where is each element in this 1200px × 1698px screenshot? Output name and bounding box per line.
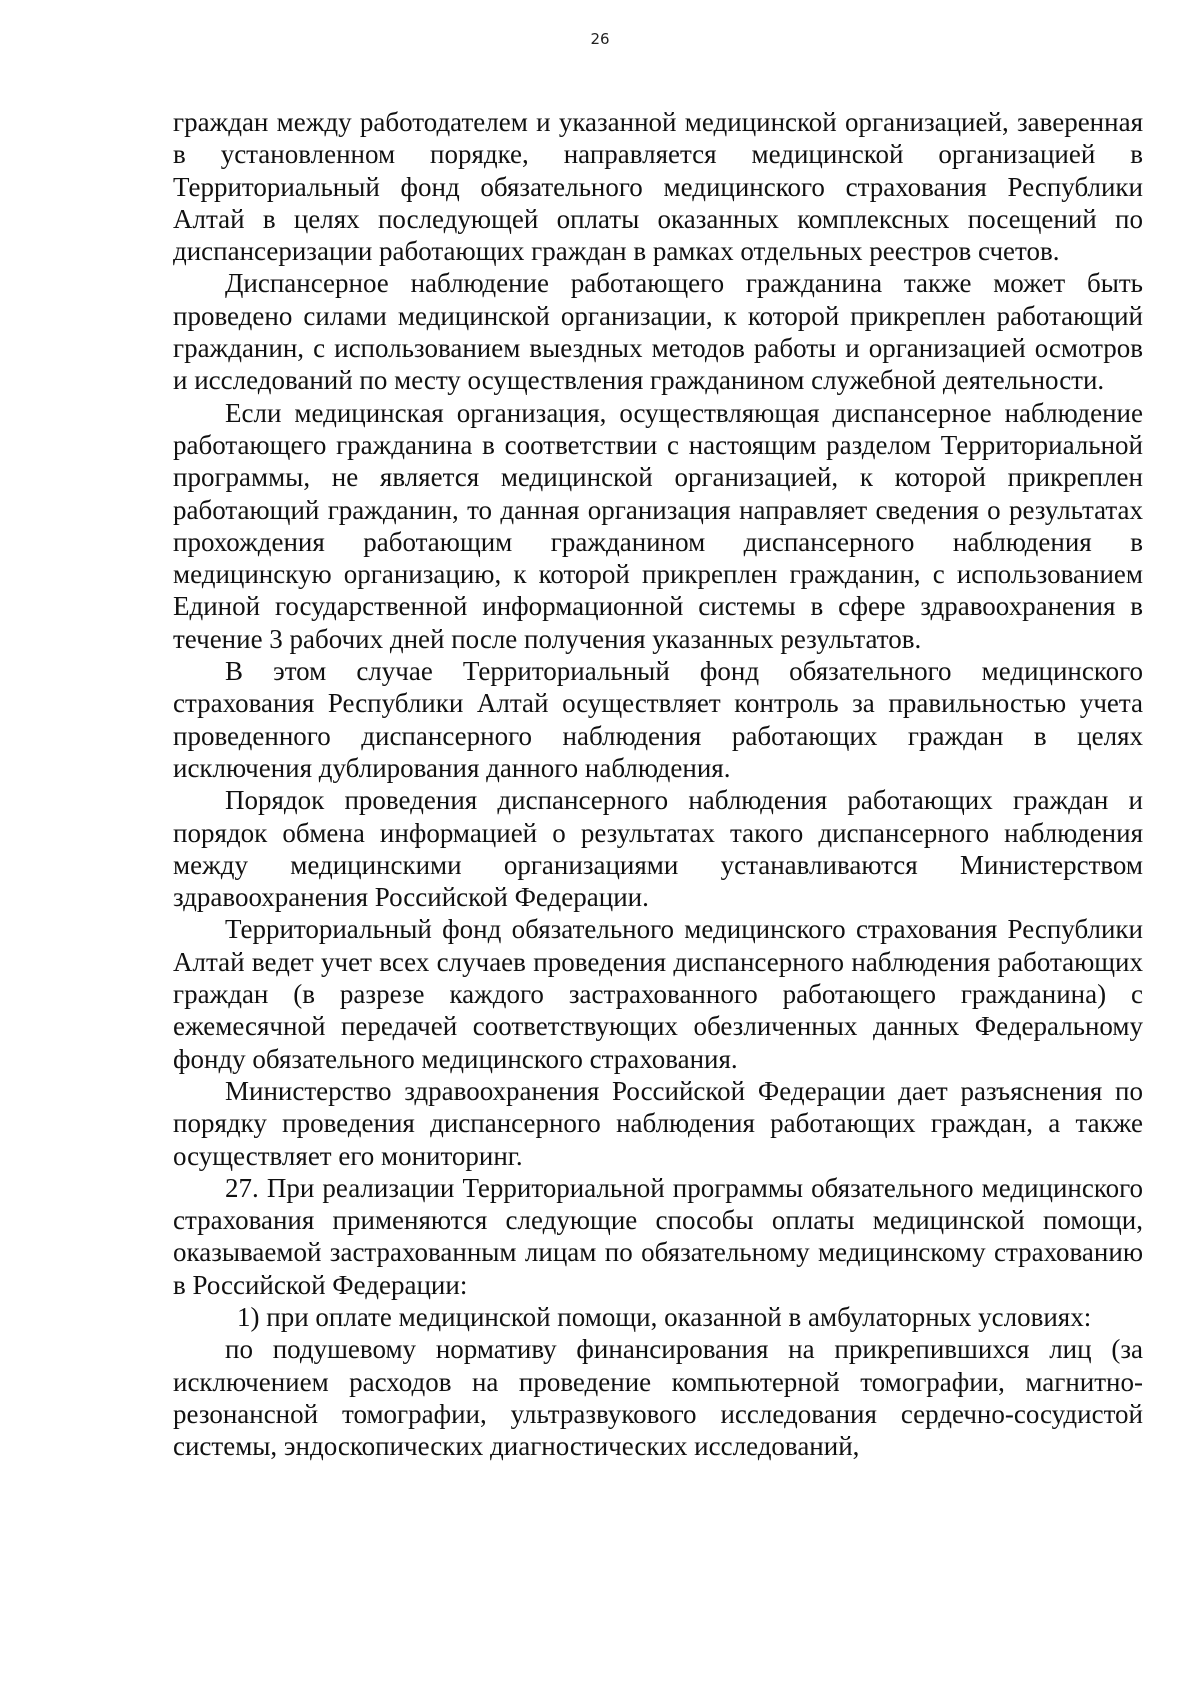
paragraph-continuation: граждан между работодателем и указанной медицинской организацией, заверенная в установленном порядке, направляется медицинской организацией в Территориальный фонд обязательного медицинского страхования Республики Алтай в целях последующей оплаты оказанных комплексных посещений по диспансеризации работающих граждан в рамках отдельных реестров счетов.	[173, 107, 1143, 267]
list-item-1: 1) при оплате медицинской помощи, оказанной в амбулаторных условиях:	[237, 1301, 1092, 1332]
paragraph-item-27: 27. При реализации Территориальной программы обязательного медицинского страхования применяются следующие способы оплаты медицинской помощи, оказываемой застрахованным лицам по обязательному медицинскому страхованию в Российской Федерации:	[173, 1172, 1143, 1300]
paragraph-other-organization: Если медицинская организация, осуществляющая диспансерное наблюдение работающего гражданина в соответствии с настоящим разделом Территориальной программы, не является медицинской организацией, к которой прикреплен работающий гражданин, то данная организация направляет сведения о результатах прохождения работающим гражданином диспансерного наблюдения в медицинскую организацию, к которой прикреплен гражданин, с использованием Единой государственной информационной системы в сфере здравоохранения в течение 3 рабочих дней после получения указанных результатов.	[173, 397, 1143, 654]
document-body	[173, 106, 1143, 1462]
paragraph-fund-accounting: Территориальный фонд обязательного медицинского страхования Республики Алтай ведет учет всех случаев проведения диспансерного наблюдения работающих граждан (в разрезе каждого застрахованного работающего гражданина) с ежемесячной передачей соответствующих обезличенных данных Федеральному фонду обязательного медицинского страхования.	[173, 914, 1143, 1074]
paragraph-observation-by-attached-organization: Диспансерное наблюдение работающего гражданина также может быть проведено силами медицинской организации, к которой прикреплен работающий гражданин, с использованием выездных методов работы и организацией осмотров и исследований по месту осуществления гражданином служебной деятельности.	[173, 268, 1143, 396]
page-number: 26	[590, 30, 610, 48]
paragraph-fund-control: В этом случае Территориальный фонд обязательного медицинского страхования Республики Алтай осуществляет контроль за правильностью учета проведенного диспансерного наблюдения работающих граждан в целях исключения дублирования данного наблюдения.	[173, 656, 1143, 783]
paragraph-procedure: Порядок проведения диспансерного наблюдения работающих граждан и порядок обмена информацией о результатах такого диспансерного наблюдения между медицинскими организациями устанавливаются Министерством здравоохранения Российской Федерации.	[173, 785, 1143, 913]
paragraph-ministry-clarifications: Министерство здравоохранения Российской Федерации дает разъяснения по порядку проведения диспансерного наблюдения работающих граждан, а также осуществляет его мониторинг.	[173, 1075, 1143, 1171]
paragraph-per-capita-standard: по подушевому нормативу финансирования на прикрепившихся лиц (за исключением расходов на проведение компьютерной томографии, магнитно-резонансной томографии, ультразвукового исследования сердечно-сосудистой системы, эндоскопических диагностических исследований,	[173, 1334, 1143, 1462]
